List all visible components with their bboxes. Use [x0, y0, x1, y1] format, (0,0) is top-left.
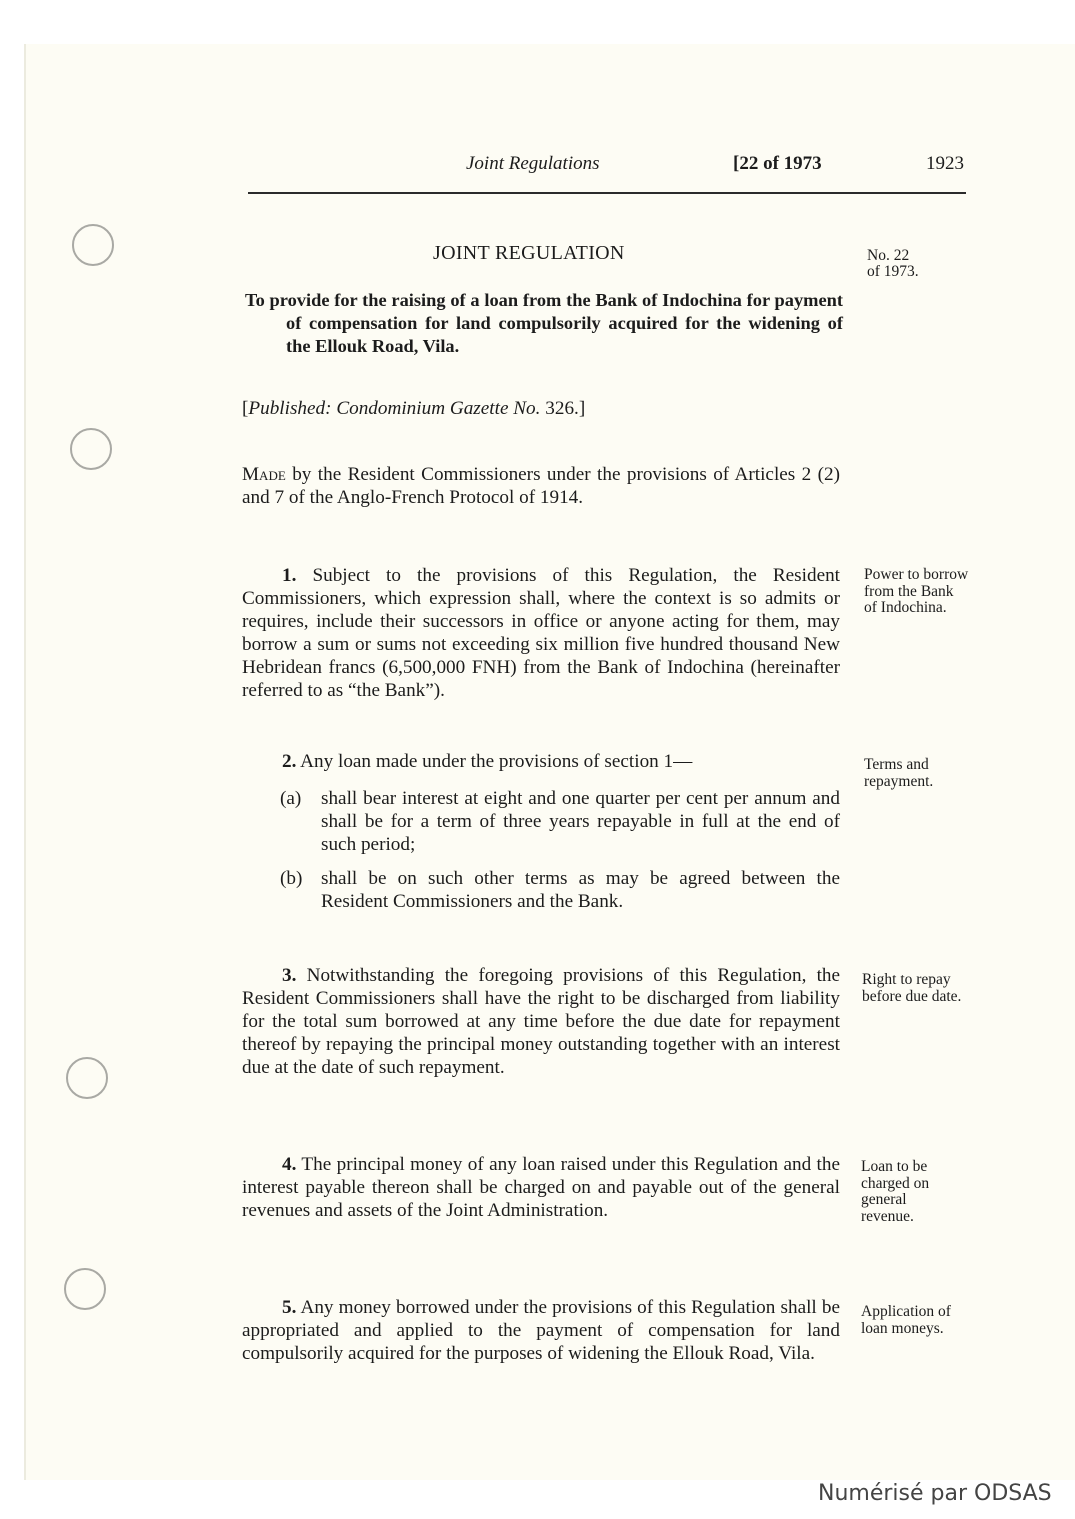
- published-line: [Published: Condominium Gazette No. 326.]: [242, 398, 586, 419]
- subsection-label: (b): [280, 868, 303, 889]
- section-text: Any money borrowed under the provisions of this Regulation shall be appropriated and applied to the payment of compensation for land compulsorily acquired for the purposes of widening the Ellouk Road, Vila.: [242, 1297, 840, 1364]
- subsection-b: [280, 867, 840, 913]
- number-note-line1: No. 22: [867, 247, 910, 264]
- digitization-watermark: Numérisé par ODSAS: [818, 1481, 1052, 1506]
- subsection-text: shall bear interest at eight and one quarter per cent per annum and shall be for a term of three years repayable in full at the end of such period;: [321, 788, 840, 855]
- header-rule: [248, 192, 966, 194]
- section-1: [242, 564, 840, 702]
- section-3: [242, 964, 840, 1079]
- number-note-line2: of 1973.: [867, 263, 919, 280]
- section-number: 5.: [282, 1297, 297, 1318]
- long-title: To provide for the raising of a loan from the Bank of Indochina for payment of compensation for land compulsorily acquired for the widening of the Ellouk Road, Vila.: [245, 290, 843, 356]
- section-4: [242, 1153, 840, 1222]
- running-title: Joint Regulations: [466, 153, 600, 174]
- regulation-heading: JOINT REGULATION: [433, 242, 625, 264]
- subsection-text: shall be on such other terms as may be agreed between the Resident Commissioners and the Bank.: [321, 868, 840, 912]
- gazette-number: 326.: [545, 398, 579, 419]
- enacting-text: by the Resident Commissioners under the provisions of Articles 2 (2) and 7 of the Anglo-French Protocol of 1914.: [242, 464, 841, 508]
- regulation-number-note: [867, 248, 919, 280]
- page-number: 1923: [926, 153, 964, 174]
- margin-note-1: Power to borrow from the Bank of Indochina.: [864, 566, 969, 616]
- section-number: 4.: [282, 1154, 297, 1175]
- punch-hole-1: [72, 224, 114, 266]
- margin-note-3: Right to repay before due date.: [862, 971, 962, 1005]
- section-text: The principal money of any loan raised under this Regulation and the interest payable thereon shall be charged on and payable out of the general revenues and assets of the Joint Administration.: [242, 1154, 840, 1221]
- section-number: 2.: [282, 751, 297, 772]
- margin-note-4: Loan to be charged on general revenue.: [861, 1158, 930, 1225]
- regulation-ref: [22 of 1973: [733, 153, 822, 174]
- section-2: [282, 751, 692, 773]
- subsection-label: (a): [280, 788, 302, 809]
- punch-hole-4: [64, 1268, 106, 1310]
- enacting-clause: [242, 463, 840, 509]
- margin-note-2: Terms and repayment.: [864, 756, 934, 790]
- section-number: 3.: [282, 965, 297, 986]
- section-text: Subject to the provisions of this Regulation, the Resident Commissioners, which expression shall, where the context is so admits or requires, include their successors in office or anyone acting for them, may borrow a sum or sums not exceeding six million five hundred thousand New Hebridean francs (6,500,000 FNH) from the Bank of Indochina (hereinafter referred to as “the Bank”).: [242, 565, 841, 701]
- enacting-lead-word: Made: [242, 464, 286, 485]
- margin-note-5: Application of loan moneys.: [861, 1303, 951, 1337]
- section-text: Any loan made under the provisions of section 1—: [300, 751, 693, 772]
- published-italic: Published: Condominium Gazette No.: [248, 398, 541, 419]
- subsection-a: [280, 787, 840, 856]
- punch-hole-2: [70, 428, 112, 470]
- section-number: 1.: [282, 565, 297, 586]
- punch-hole-3: [66, 1057, 108, 1099]
- section-5: [242, 1296, 840, 1365]
- section-text: Notwithstanding the foregoing provisions of this Regulation, the Resident Commissioners shall have the right to be discharged from liability for the total sum borrowed at any time before the due date for repayment thereof by repaying the principal money outstanding together with an interest due at the date of such repayment.: [242, 965, 841, 1078]
